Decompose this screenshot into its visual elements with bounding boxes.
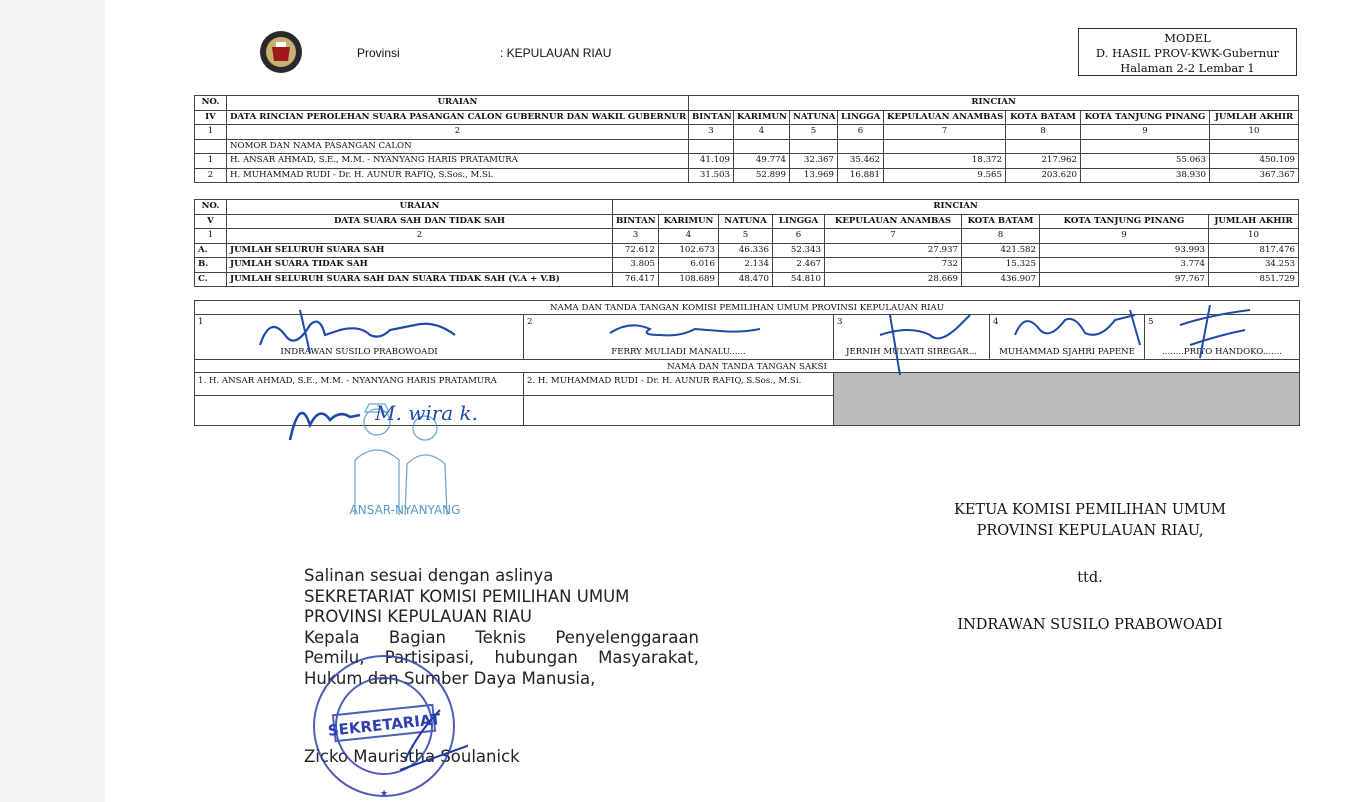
col-number: 6 — [838, 125, 884, 140]
member-cell — [524, 315, 834, 359]
col-number: 7 — [884, 125, 1006, 140]
vote-value: 46.336 — [719, 243, 773, 258]
col-header: NATUNA — [790, 110, 838, 125]
col-number: 10 — [1210, 125, 1299, 140]
ketua-line1: KETUA KOMISI PEMILIHAN UMUM — [954, 502, 1226, 518]
vote-total: 450.109 — [1210, 154, 1299, 169]
header-no: NO. — [195, 200, 227, 215]
col-number: 8 — [962, 229, 1040, 244]
member-cell — [990, 315, 1145, 359]
member-name: INDRAWAN SUSILO PRABOWOADI — [280, 347, 438, 357]
col-number: 9 — [1040, 229, 1209, 244]
col-number: 3 — [689, 125, 734, 140]
header-uraian: URAIAN — [227, 96, 689, 111]
province-value: : KEPULAUAN RIAU — [500, 46, 612, 60]
col-header: KOTA BATAM — [1006, 110, 1081, 125]
section-title: DATA RINCIAN PEROLEHAN SUARA PASANGAN CALON GUBERNUR DAN WAKIL GUBERNUR — [227, 110, 689, 125]
col-number: 1 — [195, 125, 227, 140]
vote-total: 367.367 — [1210, 168, 1299, 183]
empty-cell — [1081, 139, 1210, 154]
salinan-line1: Salinan sesuai dengan aslinya — [304, 566, 554, 585]
col-number: 6 — [773, 229, 825, 244]
vote-value: 41.109 — [689, 154, 734, 169]
ansar-nyanyang-stamp — [325, 390, 485, 520]
gray-empty-cell — [834, 373, 1299, 425]
vote-value: 35.462 — [838, 154, 884, 169]
col-header: KOTA TANJUNG PINANG — [1040, 214, 1209, 229]
member-cell — [195, 315, 524, 359]
vote-value: 2.134 — [719, 258, 773, 273]
ketua-block — [900, 500, 1280, 636]
vote-value: 38.930 — [1081, 168, 1210, 183]
member-name: JERNIH MULYATI SIREGAR... — [846, 347, 977, 357]
vote-total: 817.476 — [1209, 243, 1299, 258]
col-number: 8 — [1006, 125, 1081, 140]
table-row — [195, 272, 1299, 287]
header-uraian: URAIAN — [227, 200, 613, 215]
member-name: ........PRIYO HANDOKO....... — [1162, 347, 1282, 357]
scan-edge — [0, 0, 105, 802]
kpu-logo — [258, 28, 304, 76]
candidate-name: H. ANSAR AHMAD, S.E., M.M. - NYANYANG HARIS PRATAMURA — [227, 154, 689, 169]
model-line1: MODEL — [1164, 31, 1211, 45]
col-number: 2 — [227, 125, 689, 140]
col-header: KOTA BATAM — [962, 214, 1040, 229]
vote-value: 76.417 — [613, 272, 659, 287]
section-title: DATA SUARA SAH DAN TIDAK SAH — [227, 214, 613, 229]
vote-value: 421.582 — [962, 243, 1040, 258]
header-rincian: RINCIAN — [689, 96, 1299, 111]
vote-value: 18.372 — [884, 154, 1006, 169]
vote-value: 93.993 — [1040, 243, 1209, 258]
model-line2: D. HASIL PROV-KWK-Gubernur — [1095, 46, 1280, 60]
candidate-name: H. MUHAMMAD RUDI - Dr. H. AUNUR RAFIQ, S.Sos., M.Si. — [227, 168, 689, 183]
vote-value: 52.899 — [734, 168, 790, 183]
member-name: MUHAMMAD SJAHRI PAPENE — [999, 347, 1135, 357]
col-number: 9 — [1081, 125, 1210, 140]
col-header: JUMLAH AKHIR — [1209, 214, 1299, 229]
section-no: IV — [195, 110, 227, 125]
member-num: 2 — [527, 317, 533, 327]
vote-value: 203.620 — [1006, 168, 1081, 183]
col-header: BINTAN — [613, 214, 659, 229]
vote-value: 3.774 — [1040, 258, 1209, 273]
vote-value: 55.063 — [1081, 154, 1210, 169]
row-no: B. — [195, 258, 227, 273]
row-no: 2 — [195, 168, 227, 183]
ketua-line2: PROVINSI KEPULAUAN RIAU, — [976, 523, 1204, 539]
row-label: JUMLAH SUARA TIDAK SAH — [227, 258, 613, 273]
svg-text:★: ★ — [379, 789, 389, 799]
col-header: KEPULAUAN ANAMBAS — [884, 110, 1006, 125]
sekretariat-stamp-text: SEKRETARIAT — [327, 710, 442, 740]
col-number: 4 — [734, 125, 790, 140]
vote-value: 28.669 — [825, 272, 962, 287]
member-name: FERRY MULIADI MANALU...... — [611, 347, 746, 357]
vote-value: 732 — [825, 258, 962, 273]
saksi-name: 1. H. ANSAR AHMAD, S.E., M.M. - NYANYANG HARIS PRATAMURA — [198, 376, 497, 386]
col-header: KOTA TANJUNG PINANG — [1081, 110, 1210, 125]
member-num: 3 — [837, 317, 843, 327]
vote-total: 851.729 — [1209, 272, 1299, 287]
row-no: A. — [195, 243, 227, 258]
salinan-line5: Pemilu, Partisipasi, hubungan Masyarakat, — [304, 648, 699, 667]
table-row — [195, 258, 1299, 273]
vote-value: 217.962 — [1006, 154, 1081, 169]
header-no: NO. — [195, 96, 227, 111]
vote-results-table — [194, 95, 1299, 183]
vote-value: 3.805 — [613, 258, 659, 273]
vote-value: 97.767 — [1040, 272, 1209, 287]
col-header: KEPULAUAN ANAMBAS — [825, 214, 962, 229]
vote-value: 49.774 — [734, 154, 790, 169]
vote-value: 48.470 — [719, 272, 773, 287]
col-number: 5 — [719, 229, 773, 244]
salinan-line4: Kepala Bagian Teknis Penyelenggaraan — [304, 627, 699, 647]
table-row — [195, 154, 1299, 169]
saksi-handwriting: M. wira k. — [375, 401, 479, 425]
col-number: 7 — [825, 229, 962, 244]
vote-total: 34.253 — [1209, 258, 1299, 273]
ketua-name: INDRAWAN SUSILO PRABOWOADI — [957, 617, 1223, 633]
col-header: BINTAN — [689, 110, 734, 125]
member-num: 1 — [198, 317, 204, 327]
candidates-subheader: NOMOR DAN NAMA PASANGAN CALON — [227, 139, 689, 154]
ketua-ttd: ttd. — [1077, 570, 1103, 586]
member-cell — [834, 315, 990, 359]
member-num: 5 — [1148, 317, 1154, 327]
sekretariat-stamp — [300, 650, 468, 800]
salinan-signer-name: Zicko Mauristha Soulanick — [304, 747, 520, 766]
col-header: LINGGA — [773, 214, 825, 229]
row-no: C. — [195, 272, 227, 287]
vote-value: 102.673 — [659, 243, 719, 258]
salinan-line2: SEKRETARIAT KOMISI PEMILIHAN UMUM — [304, 586, 630, 606]
col-header: KARIMUN — [659, 214, 719, 229]
model-line3: Halaman 2-2 Lembar 1 — [1120, 61, 1255, 75]
vote-value: 52.343 — [773, 243, 825, 258]
valid-invalid-votes-table — [194, 199, 1299, 287]
empty-cell — [884, 139, 1006, 154]
kpu-signature-title: NAMA DAN TANDA TANGAN KOMISI PEMILIHAN UMUM PROVINSI KEPULAUAN RIAU — [195, 301, 1299, 315]
saksi-cell — [524, 373, 834, 425]
col-number: 2 — [227, 229, 613, 244]
table-row — [195, 168, 1299, 183]
row-label: JUMLAH SELURUH SUARA SAH — [227, 243, 613, 258]
col-header: KARIMUN — [734, 110, 790, 125]
col-number: 10 — [1209, 229, 1299, 244]
member-cell — [1145, 315, 1299, 359]
row-label: JUMLAH SELURUH SUARA SAH DAN SUARA TIDAK SAH (V.A + V.B) — [227, 272, 613, 287]
province-label: Provinsi — [357, 46, 400, 60]
empty-cell — [790, 139, 838, 154]
model-box — [1078, 28, 1297, 76]
col-number: 3 — [613, 229, 659, 244]
header-rincian: RINCIAN — [613, 200, 1299, 215]
col-header: LINGGA — [838, 110, 884, 125]
ansar-stamp-text: ANSAR-NYANYANG — [349, 503, 461, 517]
vote-value: 108.689 — [659, 272, 719, 287]
vote-value: 436.907 — [962, 272, 1040, 287]
table-row — [195, 243, 1299, 258]
col-number: 4 — [659, 229, 719, 244]
col-header: JUMLAH AKHIR — [1210, 110, 1299, 125]
vote-value: 13.969 — [790, 168, 838, 183]
vote-value: 31.503 — [689, 168, 734, 183]
saksi-name: 2. H. MUHAMMAD RUDI - Dr. H. AUNUR RAFIQ, S.Sos., M.Si. — [527, 376, 802, 386]
section-no: V — [195, 214, 227, 229]
vote-value: 9.565 — [884, 168, 1006, 183]
vote-value: 72.612 — [613, 243, 659, 258]
member-num: 4 — [993, 317, 999, 327]
vote-value: 2.467 — [773, 258, 825, 273]
row-no: 1 — [195, 154, 227, 169]
col-number: 1 — [195, 229, 227, 244]
vote-value: 16.881 — [838, 168, 884, 183]
salinan-line3: PROVINSI KEPULAUAN RIAU — [304, 607, 532, 626]
empty-cell — [195, 139, 227, 154]
vote-value: 32.367 — [790, 154, 838, 169]
empty-cell — [734, 139, 790, 154]
empty-cell — [1210, 139, 1299, 154]
empty-cell — [689, 139, 734, 154]
vote-value: 27.937 — [825, 243, 962, 258]
vote-value: 6.016 — [659, 258, 719, 273]
vote-value: 54.810 — [773, 272, 825, 287]
vote-value: 15.325 — [962, 258, 1040, 273]
salinan-line6: Hukum dan Sumber Daya Manusia, — [304, 668, 596, 688]
empty-cell — [838, 139, 884, 154]
col-header: NATUNA — [719, 214, 773, 229]
empty-cell — [1006, 139, 1081, 154]
saksi-signature-title: NAMA DAN TANDA TANGAN SAKSI — [195, 359, 1299, 373]
col-number: 5 — [790, 125, 838, 140]
